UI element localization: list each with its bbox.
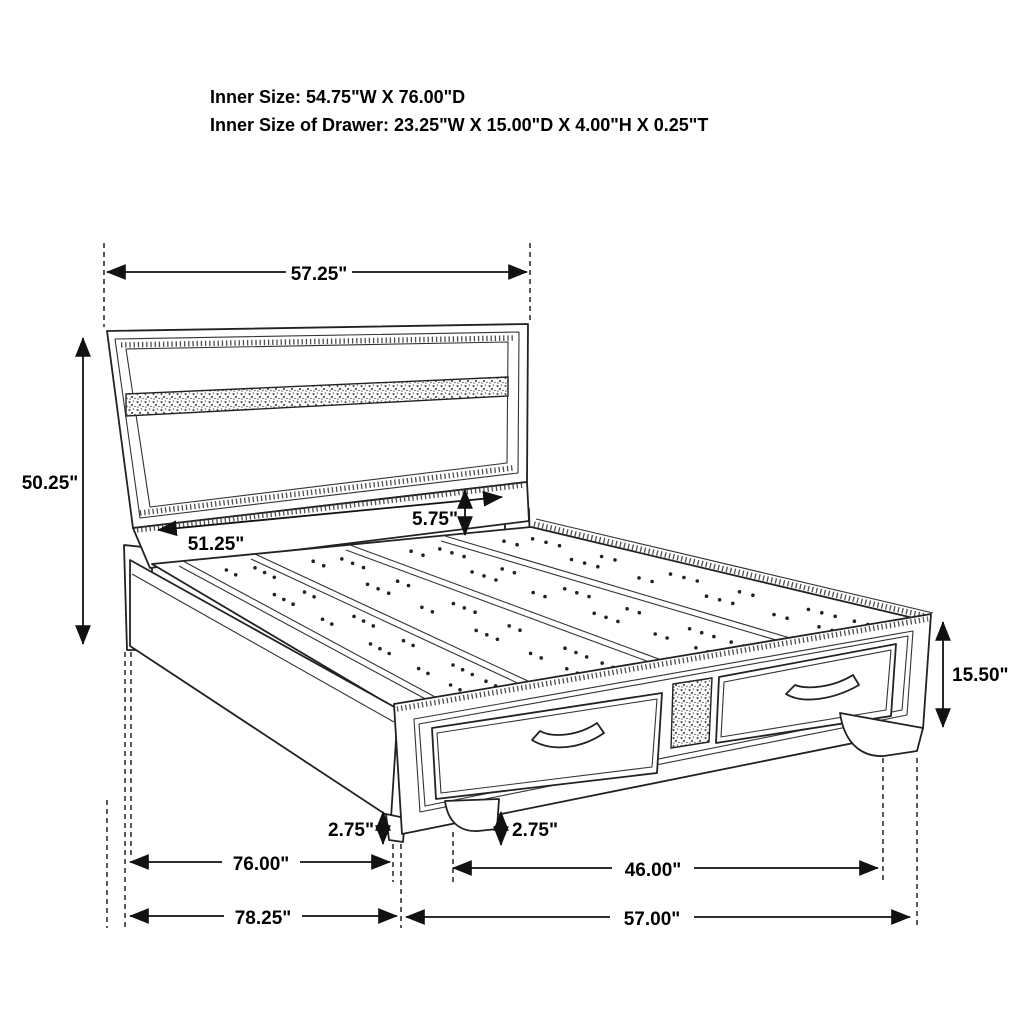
inner-size-text: Inner Size: 54.75"W X 76.00"D [210,87,466,107]
left-bracket-foot [445,799,499,831]
dim-label-drawer-section: 46.00" [624,860,682,881]
dim-label-side-clearance: 2.75" [328,820,374,841]
dim-label-headboard-width: 57.25" [290,264,348,285]
drawer-inner-size-text: Inner Size of Drawer: 23.25"W X 15.00"D X 4.00"H X 0.25"T [210,115,709,135]
dim-label-base-height: 5.75" [412,509,458,530]
dim-label-inner-width: 51.25" [187,534,245,555]
dim-label-overall-depth: 78.25" [234,908,292,929]
bed-drawing [107,324,933,842]
dim-label-headboard-height: 50.25" [21,473,79,494]
dim-side-rail-clearance [328,812,383,844]
dim-label-footboard-clearance: 2.75" [512,820,558,841]
dim-slat-platform-depth [130,854,390,875]
dim-drawer-section-width [453,860,878,881]
dim-headboard-height [22,338,83,644]
dim-label-slat-depth: 76.00" [232,854,290,875]
dim-label-footboard-height: 15.50" [952,665,1009,686]
dim-footboard-height [943,622,1009,727]
dim-footboard-width [406,909,910,930]
dim-footboard-clearance [501,812,558,845]
dim-headboard-width [107,264,527,285]
dim-label-footboard-width: 57.00" [623,909,681,930]
footboard-sparkle-strip [671,678,712,748]
dim-overall-depth [130,908,397,929]
title-block [210,87,708,135]
